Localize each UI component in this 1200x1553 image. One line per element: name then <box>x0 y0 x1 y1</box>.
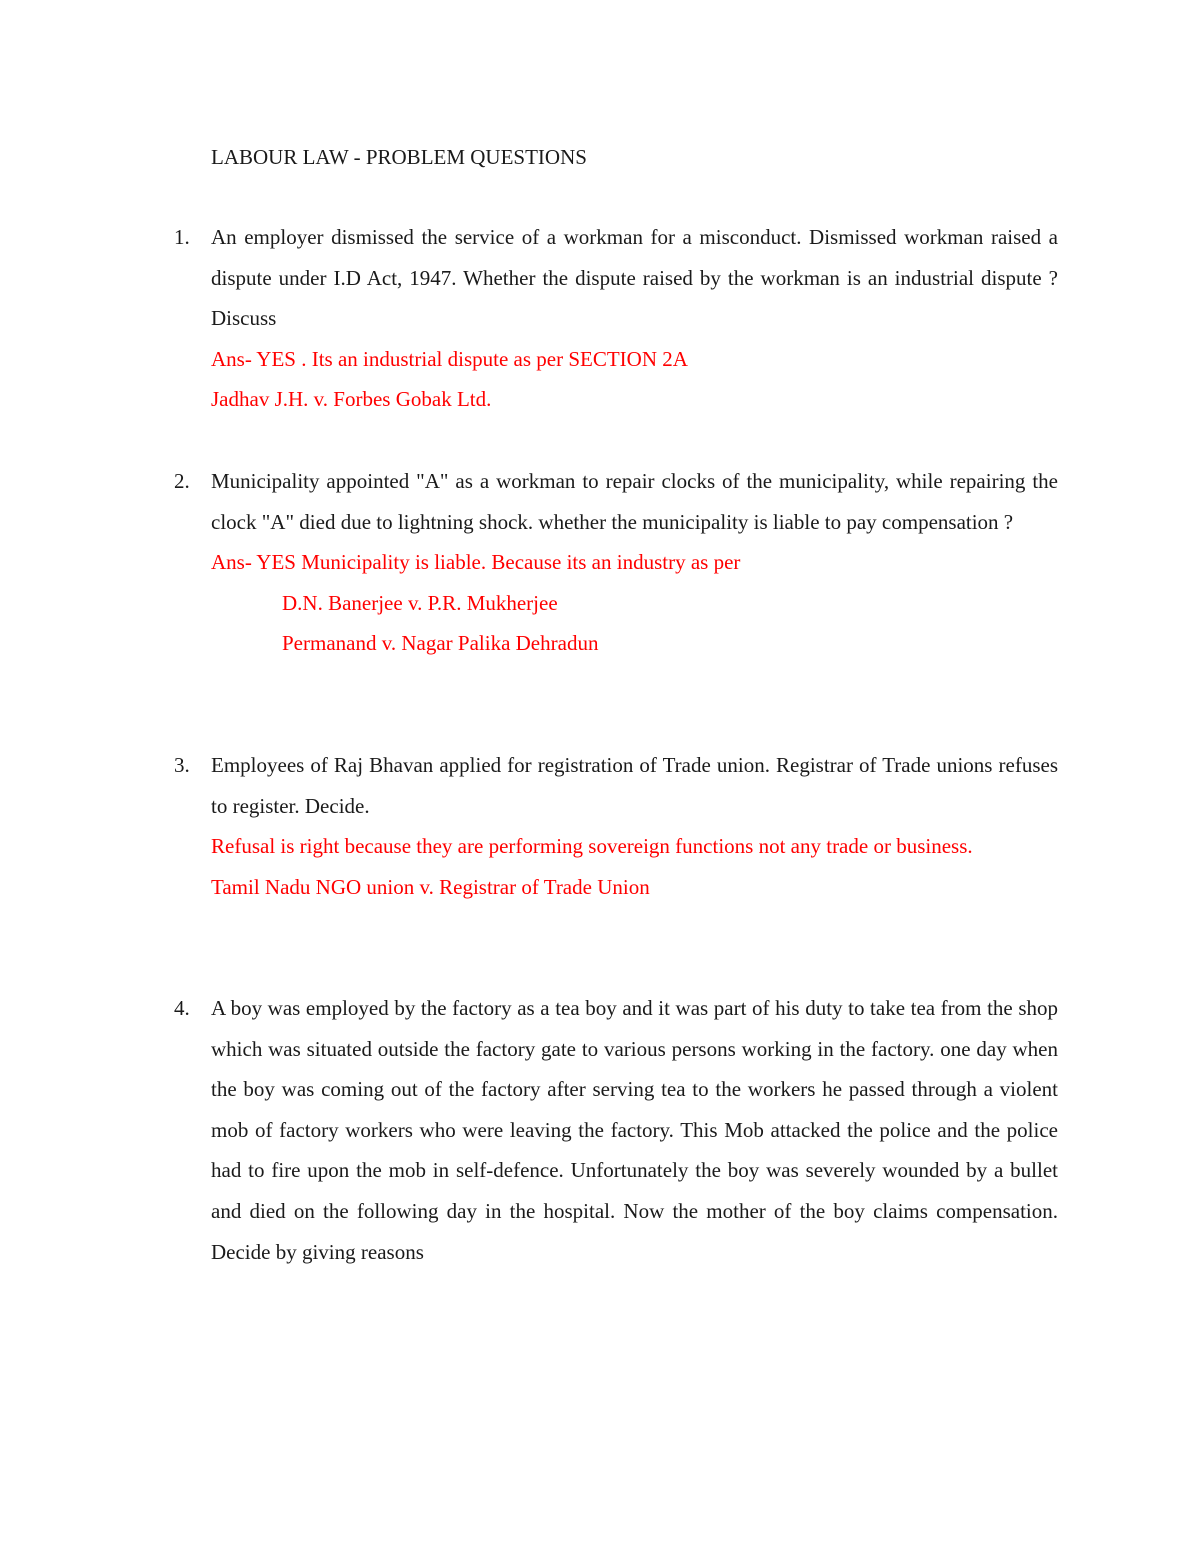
case-citation: D.N. Banerjee v. P.R. Mukherjee <box>282 590 558 615</box>
question-4 <box>174 988 1058 1272</box>
question-text: An employer dismissed the service of a workman for a misconduct. Dismissed workman raised a dispute under I.D Act, 1947. Whether the dispute raised by the workman is an industrial dispute ? Discuss <box>211 225 1058 331</box>
question-1 <box>174 217 1058 420</box>
question-number: 3. <box>174 753 190 777</box>
answer-line: Refusal is right because they are performing sovereign functions not any trade or business. <box>211 834 973 859</box>
question-number: 2. <box>174 469 190 493</box>
question-number: 4. <box>174 996 190 1020</box>
question-number: 1. <box>174 225 190 249</box>
document-title: LABOUR LAW - PROBLEM QUESTIONS <box>211 145 587 169</box>
case-citation: Tamil Nadu NGO union v. Registrar of Trade Union <box>211 874 650 899</box>
answer-line: Ans- YES Municipality is liable. Because its an industry as per <box>211 550 741 575</box>
question-2 <box>174 461 1058 664</box>
case-citation: Permanand v. Nagar Palika Dehradun <box>282 631 599 656</box>
case-citation: Jadhav J.H. v. Forbes Gobak Ltd. <box>211 387 492 412</box>
question-3 <box>174 745 1058 907</box>
question-text: A boy was employed by the factory as a tea boy and it was part of his duty to take tea from the shop which was situated outside the factory gate to various persons working in the factory. one day when the boy was coming out of the factory after serving tea to the workers he passed through a violent mob of factory workers who were leaving the factory. This Mob attacked the police and the police had to fire upon the mob in self-defence. Unfortunately the boy was severely wounded by a bullet and died on the following day in the hospital. Now the mother of the boy claims compensation. Decide by giving reasons <box>211 996 1058 1264</box>
question-body <box>211 461 1058 664</box>
question-body <box>211 988 1058 1272</box>
question-body <box>211 745 1058 907</box>
question-body <box>211 217 1058 420</box>
question-text: Municipality appointed "A" as a workman to repair clocks of the municipality, while repairing the clock "A" died due to lightning shock. whether the municipality is liable to pay compensation ? <box>211 469 1058 534</box>
answer-line: Ans- YES . Its an industrial dispute as per SECTION 2A <box>211 346 688 371</box>
question-text: Employees of Raj Bhavan applied for registration of Trade union. Registrar of Trade unions refuses to register. Decide. <box>211 753 1058 818</box>
